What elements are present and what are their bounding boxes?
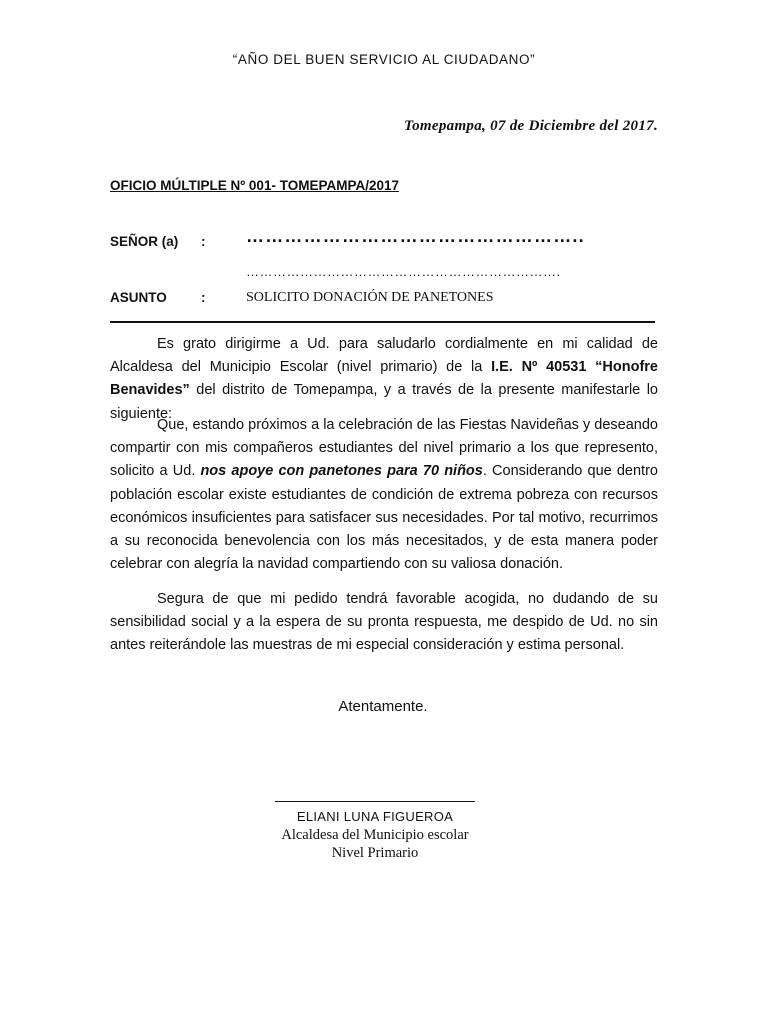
p3-text: Segura de que mi pedido tendrá favorable acogida, no dudando de su sensibilidad social y a la espera de su pronta respuesta, me despido de Ud. no sin antes reiterándole las muestras de mi especial consideración y estima personal. xyxy=(110,591,658,654)
p1-text-a: Es grato dirigirme a Ud. para saludarlo cordialmente en mi calidad de Alcaldesa del Municipio Escolar (nivel primario) de la xyxy=(110,336,658,376)
subject-label: ASUNTO xyxy=(110,290,167,305)
school-name: I.E. Nº 40531 “Honofre Benavides” xyxy=(110,359,658,399)
signatory-title-line-2: Nivel Primario xyxy=(331,845,419,861)
closing-salutation: Atentamente. xyxy=(338,698,428,715)
letter-date: Tomepampa, 07 de Diciembre del 2017. xyxy=(404,118,658,134)
letter-motto: “AÑO DEL BUEN SERVICIO AL CIUDADANO” xyxy=(232,52,536,67)
addressee-blank-line-1: …………………………………………….. xyxy=(246,226,585,246)
request-highlight: nos apoye con panetones para 70 niños xyxy=(200,463,483,480)
oficio-reference: OFICIO MÚLTIPLE Nº 001- TOMEPAMPA/2017 xyxy=(110,178,399,193)
signature-line xyxy=(275,801,475,802)
p1-text-c: del distrito de Tomepampa, y a través de la presente manifestarle lo siguiente: xyxy=(110,382,658,422)
signatory-name: ELIANI LUNA FIGUEROA xyxy=(296,809,454,824)
header-divider xyxy=(110,321,655,323)
subject-text: SOLICITO DONACIÓN DE PANETONES xyxy=(246,290,494,305)
p2-text-a: Que, estando próximos a la celebración de las Fiestas Navideñas y deseando compartir con mis compañeros estudiantes del nivel primario a los que represento, solicito a Ud. xyxy=(110,417,658,480)
body-paragraph-3 xyxy=(110,588,658,658)
body-paragraph-2 xyxy=(110,414,658,576)
p2-text-c: . Considerando que dentro población escolar existe estudiantes de condición de extrema pobreza con recursos económicos insuficientes para satisfacer sus necesidades. Por tal motivo, recurrimos a su reconocida benevolencia con los más necesitados, y de esta manera poder celebrar con alegría la navidad compartiendo con su valiosa donación. xyxy=(110,463,658,573)
signatory-title-line-1: Alcaldesa del Municipio escolar xyxy=(281,827,469,843)
addressee-blank-line-2: ……………………………………………………………. xyxy=(246,264,561,279)
body-paragraph-1 xyxy=(110,333,658,426)
signatory-title xyxy=(250,826,500,862)
subject-colon: : xyxy=(201,290,206,305)
addressee-colon: : xyxy=(201,234,206,249)
addressee-label: SEÑOR (a) xyxy=(110,234,179,249)
